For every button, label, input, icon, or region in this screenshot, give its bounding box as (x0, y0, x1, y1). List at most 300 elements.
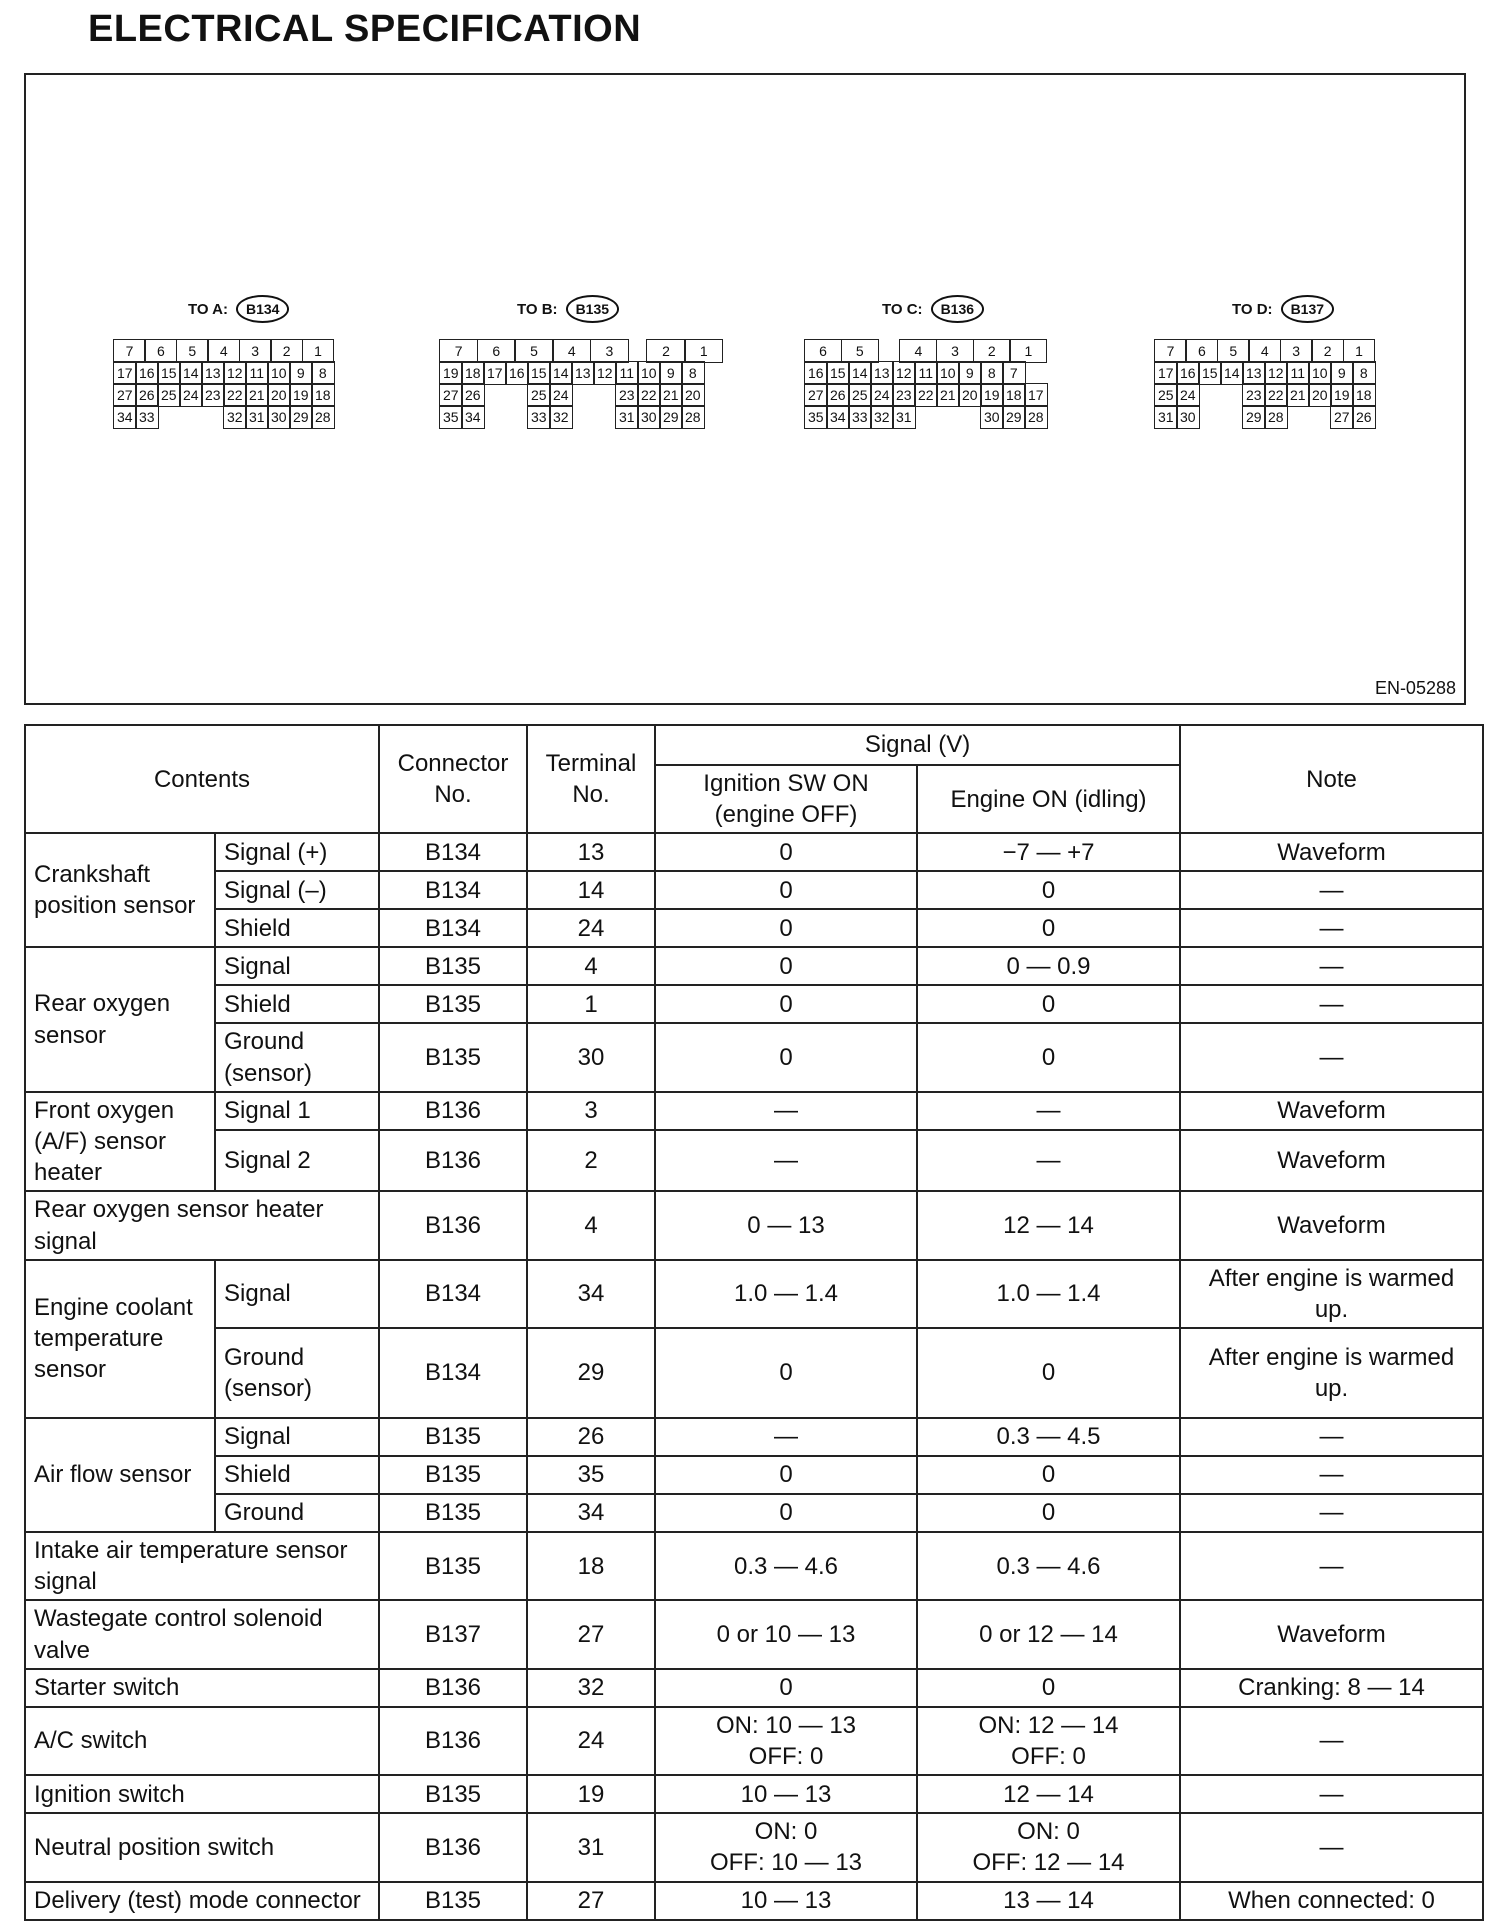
pin-29: 29 (289, 405, 313, 429)
pin-17: 17 (1154, 361, 1178, 385)
row-sub-item: Shield (215, 909, 379, 947)
pin-20: 20 (1308, 383, 1332, 407)
row-signal-ignition: ON: 0 OFF: 10 — 13 (655, 1813, 917, 1881)
row-sub-item: Ground (sensor) (215, 1023, 379, 1091)
row-signal-ignition: 0 (655, 1328, 917, 1418)
pin-32: 32 (870, 405, 894, 429)
row-signal-engine: 0 (917, 1023, 1180, 1091)
table-row (25, 1023, 1483, 1091)
pin-26: 26 (135, 383, 159, 407)
pin-17: 17 (1024, 383, 1048, 407)
row-terminal: 34 (527, 1260, 655, 1328)
row-terminal: 1 (527, 985, 655, 1023)
pin-15: 15 (826, 361, 850, 385)
pin-27: 27 (1330, 405, 1354, 429)
row-sub-item: Signal (215, 947, 379, 985)
row-sub-item: Signal (215, 1418, 379, 1456)
pin-12: 12 (892, 361, 916, 385)
pin-27: 27 (113, 383, 137, 407)
pin-6: 6 (804, 339, 842, 363)
row-terminal: 31 (527, 1813, 655, 1881)
row-note: Waveform (1180, 1092, 1483, 1131)
table-row (25, 1456, 1483, 1494)
pin-33: 33 (848, 405, 872, 429)
row-note: — (1180, 1023, 1483, 1091)
pin-29: 29 (1002, 405, 1026, 429)
row-connector: B135 (379, 1418, 527, 1456)
connector-label-text: TO B: (517, 300, 558, 318)
connector-id-oval: B137 (1281, 295, 1334, 323)
pin-30: 30 (267, 405, 291, 429)
row-connector: B134 (379, 871, 527, 909)
pin-28: 28 (1024, 405, 1048, 429)
connector-label (882, 295, 984, 323)
connector-label (188, 295, 289, 323)
pin-33: 33 (527, 405, 551, 429)
pin-32: 32 (549, 405, 573, 429)
row-terminal: 27 (527, 1600, 655, 1668)
table-row (25, 1600, 1483, 1668)
row-signal-ignition: 0 (655, 1456, 917, 1494)
row-sub-item: Signal (–) (215, 871, 379, 909)
pin-5: 5 (1217, 339, 1250, 363)
pin-1: 1 (1343, 339, 1376, 363)
pin-26: 26 (1352, 405, 1376, 429)
pin-4: 4 (552, 339, 591, 363)
row-note: Waveform (1180, 1191, 1483, 1259)
row-note: Waveform (1180, 1600, 1483, 1668)
row-terminal: 18 (527, 1532, 655, 1600)
row-connector: B136 (379, 1092, 527, 1131)
table-row (25, 1669, 1483, 1707)
row-terminal: 27 (527, 1882, 655, 1920)
row-connector: B134 (379, 833, 527, 871)
row-signal-engine: 0 (917, 1456, 1180, 1494)
row-signal-ignition: ON: 10 — 13 OFF: 0 (655, 1707, 917, 1775)
row-terminal: 2 (527, 1130, 655, 1191)
row-contents: A/C switch (25, 1707, 379, 1775)
pin-7: 7 (1154, 339, 1187, 363)
pin-17: 17 (113, 361, 137, 385)
table-row (25, 1418, 1483, 1456)
pin-7: 7 (113, 339, 146, 363)
table-row (25, 1494, 1483, 1532)
pin-19: 19 (980, 383, 1004, 407)
electrical-spec-table (24, 724, 1484, 1921)
row-note: — (1180, 985, 1483, 1023)
pin-2: 2 (270, 339, 303, 363)
header-contents: Contents (25, 725, 379, 833)
row-signal-engine: 0 — 0.9 (917, 947, 1180, 985)
table-row (25, 909, 1483, 947)
row-connector: B135 (379, 1023, 527, 1091)
row-signal-engine: 0 (917, 909, 1180, 947)
pin-24: 24 (1176, 383, 1200, 407)
pin-30: 30 (637, 405, 661, 429)
header-connector: Connector No. (379, 725, 527, 833)
pin-21: 21 (1286, 383, 1310, 407)
pin-23: 23 (615, 383, 639, 407)
pin-4: 4 (207, 339, 240, 363)
row-signal-ignition: 0 (655, 1023, 917, 1091)
row-signal-engine: ON: 12 — 14 OFF: 0 (917, 1707, 1180, 1775)
pin-13: 13 (870, 361, 894, 385)
pin-10: 10 (1308, 361, 1332, 385)
connector-id-oval: B134 (236, 295, 289, 323)
pin-16: 16 (804, 361, 828, 385)
row-signal-ignition: 0 (655, 909, 917, 947)
pin-11: 11 (914, 361, 938, 385)
row-contents: Delivery (test) mode connector (25, 1882, 379, 1920)
pin-13: 13 (1242, 361, 1266, 385)
pin-20: 20 (267, 383, 291, 407)
pin-21: 21 (936, 383, 960, 407)
row-terminal: 26 (527, 1418, 655, 1456)
row-terminal: 13 (527, 833, 655, 871)
pin-13: 13 (201, 361, 225, 385)
connector-label-text: TO D: (1232, 300, 1273, 318)
pin-35: 35 (439, 405, 463, 429)
row-signal-engine: −7 — +7 (917, 833, 1180, 871)
table-row (25, 1260, 1483, 1328)
pin-16: 16 (135, 361, 159, 385)
pin-15: 15 (527, 361, 551, 385)
pin-18: 18 (1002, 383, 1026, 407)
pin-32: 32 (223, 405, 247, 429)
row-signal-engine: 12 — 14 (917, 1775, 1180, 1813)
table-row (25, 1532, 1483, 1600)
row-connector: B135 (379, 947, 527, 985)
pin-28: 28 (311, 405, 335, 429)
row-signal-ignition: 0 — 13 (655, 1191, 917, 1259)
pin-18: 18 (461, 361, 485, 385)
row-signal-engine: 0 (917, 871, 1180, 909)
pin-34: 34 (113, 405, 137, 429)
pin-27: 27 (804, 383, 828, 407)
header-note: Note (1180, 725, 1483, 833)
row-connector: B136 (379, 1669, 527, 1707)
row-signal-ignition: 0 (655, 871, 917, 909)
table-row (25, 1130, 1483, 1191)
row-note: — (1180, 1707, 1483, 1775)
pin-22: 22 (1264, 383, 1288, 407)
pin-35: 35 (804, 405, 828, 429)
pin-11: 11 (1286, 361, 1310, 385)
header-engine: Engine ON (idling) (917, 765, 1180, 833)
row-signal-engine: ON: 0 OFF: 12 — 14 (917, 1813, 1180, 1881)
pin-24: 24 (179, 383, 203, 407)
connector-label (517, 295, 619, 323)
pin-22: 22 (637, 383, 661, 407)
table-row (25, 1191, 1483, 1259)
row-connector: B135 (379, 1775, 527, 1813)
pin-10: 10 (267, 361, 291, 385)
table-row (25, 947, 1483, 985)
row-note: — (1180, 1494, 1483, 1532)
row-signal-ignition: 0 (655, 1494, 917, 1532)
row-contents: Air flow sensor (25, 1418, 215, 1532)
row-connector: B136 (379, 1707, 527, 1775)
row-connector: B136 (379, 1130, 527, 1191)
pin-24: 24 (870, 383, 894, 407)
table-row (25, 1707, 1483, 1775)
pin-25: 25 (1154, 383, 1178, 407)
row-signal-engine: 12 — 14 (917, 1191, 1180, 1259)
pin-7: 7 (1002, 361, 1026, 385)
pin-18: 18 (1352, 383, 1376, 407)
pin-31: 31 (1154, 405, 1178, 429)
row-connector: B135 (379, 1882, 527, 1920)
row-note: Cranking: 8 — 14 (1180, 1669, 1483, 1707)
row-note: After engine is warmed up. (1180, 1328, 1483, 1418)
table-row (25, 985, 1483, 1023)
pin-3: 3 (590, 339, 629, 363)
pin-8: 8 (681, 361, 705, 385)
pin-19: 19 (289, 383, 313, 407)
row-contents: Crankshaft position sensor (25, 833, 215, 947)
pin-6: 6 (144, 339, 177, 363)
row-signal-ignition: 0 (655, 1669, 917, 1707)
pin-28: 28 (1264, 405, 1288, 429)
row-connector: B135 (379, 985, 527, 1023)
connector-id-oval: B136 (931, 295, 984, 323)
pin-20: 20 (958, 383, 982, 407)
table-row (25, 1882, 1483, 1920)
row-contents: Wastegate control solenoid valve (25, 1600, 379, 1668)
row-sub-item: Shield (215, 1456, 379, 1494)
connector-label-text: TO A: (188, 300, 228, 318)
row-connector: B134 (379, 1260, 527, 1328)
pin-17: 17 (483, 361, 507, 385)
pin-11: 11 (245, 361, 269, 385)
row-terminal: 24 (527, 909, 655, 947)
header-ignition: Ignition SW ON (engine OFF) (655, 765, 917, 833)
pin-12: 12 (593, 361, 617, 385)
row-contents: Engine coolant temperature sensor (25, 1260, 215, 1418)
row-connector: B137 (379, 1600, 527, 1668)
row-signal-ignition: 0.3 — 4.6 (655, 1532, 917, 1600)
row-terminal: 29 (527, 1328, 655, 1418)
pin-33: 33 (135, 405, 159, 429)
pin-6: 6 (1185, 339, 1218, 363)
row-signal-engine: 1.0 — 1.4 (917, 1260, 1180, 1328)
pin-9: 9 (1330, 361, 1354, 385)
pin-7: 7 (439, 339, 478, 363)
pin-25: 25 (527, 383, 551, 407)
row-contents: Ignition switch (25, 1775, 379, 1813)
row-terminal: 19 (527, 1775, 655, 1813)
row-sub-item: Ground (215, 1494, 379, 1532)
row-contents: Rear oxygen sensor heater signal (25, 1191, 379, 1259)
pin-31: 31 (892, 405, 916, 429)
row-contents: Rear oxygen sensor (25, 947, 215, 1091)
row-terminal: 30 (527, 1023, 655, 1091)
figure-code: EN-05288 (1374, 678, 1456, 698)
row-terminal: 14 (527, 871, 655, 909)
pin-12: 12 (223, 361, 247, 385)
row-note: When connected: 0 (1180, 1882, 1483, 1920)
row-signal-engine: 13 — 14 (917, 1882, 1180, 1920)
row-note: — (1180, 1775, 1483, 1813)
pin-14: 14 (179, 361, 203, 385)
row-note: Waveform (1180, 833, 1483, 871)
row-signal-ignition: — (655, 1130, 917, 1191)
page-title: ELECTRICAL SPECIFICATION (88, 8, 642, 50)
pin-26: 26 (461, 383, 485, 407)
pin-30: 30 (1176, 405, 1200, 429)
pin-23: 23 (201, 383, 225, 407)
row-connector: B135 (379, 1532, 527, 1600)
pin-21: 21 (659, 383, 683, 407)
pin-19: 19 (1330, 383, 1354, 407)
header-signal: Signal (V) (655, 725, 1180, 765)
pin-8: 8 (980, 361, 1004, 385)
row-signal-engine: 0 or 12 — 14 (917, 1600, 1180, 1668)
pin-1: 1 (684, 339, 723, 363)
row-signal-ignition: — (655, 1418, 917, 1456)
row-sub-item: Signal 2 (215, 1130, 379, 1191)
row-terminal: 32 (527, 1669, 655, 1707)
pin-14: 14 (549, 361, 573, 385)
pin-22: 22 (223, 383, 247, 407)
row-terminal: 35 (527, 1456, 655, 1494)
row-connector: B135 (379, 1494, 527, 1532)
row-note: Waveform (1180, 1130, 1483, 1191)
pin-9: 9 (289, 361, 313, 385)
row-note: — (1180, 1532, 1483, 1600)
table-row (25, 871, 1483, 909)
pin-13: 13 (571, 361, 595, 385)
pin-2: 2 (646, 339, 685, 363)
pin-9: 9 (958, 361, 982, 385)
pin-8: 8 (311, 361, 335, 385)
pin-24: 24 (549, 383, 573, 407)
row-signal-engine: 0 (917, 1669, 1180, 1707)
table-row (25, 1328, 1483, 1418)
row-signal-ignition: 0 (655, 947, 917, 985)
connector-id-oval: B135 (566, 295, 619, 323)
row-signal-ignition: — (655, 1092, 917, 1131)
pin-29: 29 (1242, 405, 1266, 429)
row-signal-ignition: 10 — 13 (655, 1775, 917, 1813)
pin-22: 22 (914, 383, 938, 407)
row-sub-item: Signal (215, 1260, 379, 1328)
pin-16: 16 (1176, 361, 1200, 385)
row-signal-ignition: 1.0 — 1.4 (655, 1260, 917, 1328)
connector-diagram (24, 73, 1466, 705)
pin-30: 30 (980, 405, 1004, 429)
row-note: — (1180, 909, 1483, 947)
pin-14: 14 (848, 361, 872, 385)
pin-10: 10 (936, 361, 960, 385)
pin-4: 4 (1248, 339, 1281, 363)
row-contents: Front oxygen (A/F) sensor heater (25, 1092, 215, 1192)
pin-28: 28 (681, 405, 705, 429)
pin-15: 15 (1198, 361, 1222, 385)
pin-3: 3 (936, 339, 974, 363)
row-connector: B135 (379, 1456, 527, 1494)
row-connector: B136 (379, 1813, 527, 1881)
row-connector: B134 (379, 1328, 527, 1418)
row-signal-engine: 0 (917, 1328, 1180, 1418)
row-signal-ignition: 0 or 10 — 13 (655, 1600, 917, 1668)
pin-18: 18 (311, 383, 335, 407)
row-note: — (1180, 1418, 1483, 1456)
pin-21: 21 (245, 383, 269, 407)
pin-3: 3 (239, 339, 272, 363)
row-signal-engine: 0 (917, 1494, 1180, 1532)
pin-9: 9 (659, 361, 683, 385)
pin-19: 19 (439, 361, 463, 385)
row-note: — (1180, 1456, 1483, 1494)
row-sub-item: Signal (+) (215, 833, 379, 871)
table-row (25, 1092, 1483, 1131)
pin-34: 34 (461, 405, 485, 429)
row-signal-engine: 0.3 — 4.5 (917, 1418, 1180, 1456)
row-signal-ignition: 0 (655, 833, 917, 871)
pin-23: 23 (892, 383, 916, 407)
row-sub-item: Shield (215, 985, 379, 1023)
row-note: After engine is warmed up. (1180, 1260, 1483, 1328)
row-note: — (1180, 871, 1483, 909)
row-terminal: 24 (527, 1707, 655, 1775)
row-terminal: 4 (527, 947, 655, 985)
table-row (25, 1775, 1483, 1813)
pin-14: 14 (1220, 361, 1244, 385)
pin-6: 6 (477, 339, 516, 363)
row-terminal: 4 (527, 1191, 655, 1259)
pin-25: 25 (848, 383, 872, 407)
row-signal-engine: 0.3 — 4.6 (917, 1532, 1180, 1600)
pin-26: 26 (826, 383, 850, 407)
pin-3: 3 (1280, 339, 1313, 363)
pin-25: 25 (157, 383, 181, 407)
pin-20: 20 (681, 383, 705, 407)
table-row (25, 1813, 1483, 1881)
row-connector: B134 (379, 909, 527, 947)
pin-11: 11 (615, 361, 639, 385)
row-signal-engine: — (917, 1130, 1180, 1191)
table-row (25, 833, 1483, 871)
row-sub-item: Signal 1 (215, 1092, 379, 1131)
pin-1: 1 (1009, 339, 1047, 363)
pin-23: 23 (1242, 383, 1266, 407)
row-contents: Intake air temperature sensor signal (25, 1532, 379, 1600)
pin-34: 34 (826, 405, 850, 429)
pin-8: 8 (1352, 361, 1376, 385)
header-terminal: Terminal No. (527, 725, 655, 833)
pin-1: 1 (302, 339, 335, 363)
pin-5: 5 (514, 339, 553, 363)
row-sub-item: Ground (sensor) (215, 1328, 379, 1418)
connector-label-text: TO C: (882, 300, 923, 318)
pin-12: 12 (1264, 361, 1288, 385)
row-terminal: 34 (527, 1494, 655, 1532)
pin-5: 5 (841, 339, 879, 363)
row-signal-engine: — (917, 1092, 1180, 1131)
row-signal-ignition: 10 — 13 (655, 1882, 917, 1920)
pin-31: 31 (615, 405, 639, 429)
row-note: — (1180, 947, 1483, 985)
pin-2: 2 (973, 339, 1011, 363)
pin-29: 29 (659, 405, 683, 429)
pin-27: 27 (439, 383, 463, 407)
pin-16: 16 (505, 361, 529, 385)
pin-2: 2 (1311, 339, 1344, 363)
row-signal-ignition: 0 (655, 985, 917, 1023)
pin-10: 10 (637, 361, 661, 385)
pin-4: 4 (899, 339, 937, 363)
